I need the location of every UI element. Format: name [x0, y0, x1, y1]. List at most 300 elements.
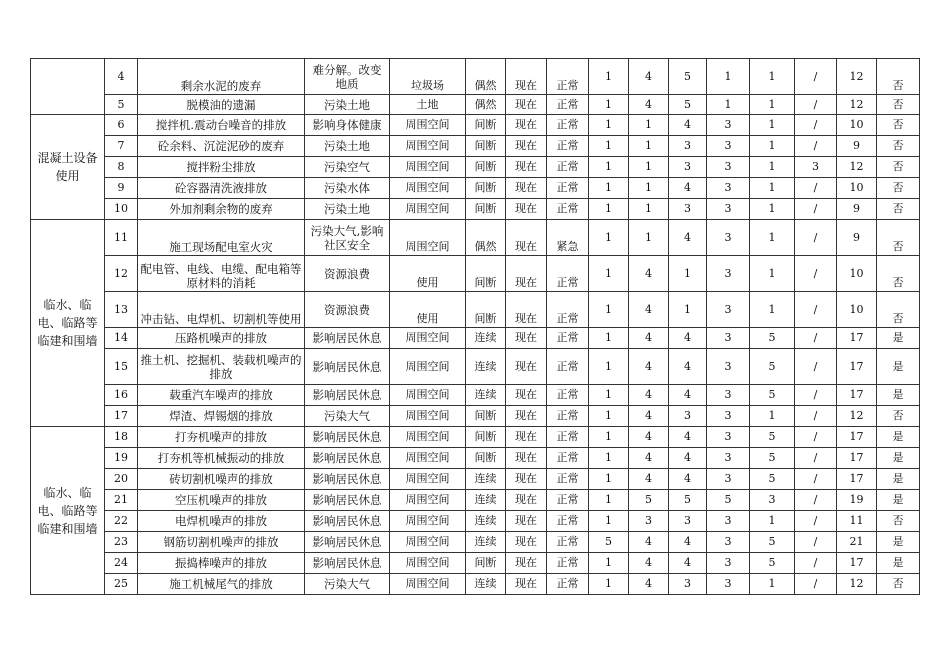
no-cell: 24 — [105, 553, 138, 574]
s3-cell: 4 — [669, 553, 707, 574]
tense-cell: 现在 — [506, 95, 547, 115]
s6-cell: / — [795, 95, 837, 115]
significant-cell: 否 — [877, 406, 920, 427]
no-cell: 10 — [105, 199, 138, 220]
table-row — [31, 406, 920, 427]
s1-cell: 1 — [589, 292, 629, 328]
tense-cell: 现在 — [506, 553, 547, 574]
s3-cell: 4 — [669, 469, 707, 490]
significant-cell: 是 — [877, 448, 920, 469]
frequency-cell: 间断 — [466, 553, 506, 574]
state-cell: 正常 — [547, 532, 589, 553]
s1-cell: 1 — [589, 115, 629, 136]
significant-cell: 否 — [877, 511, 920, 532]
frequency-cell: 间断 — [466, 256, 506, 292]
activity-cell: 配电管、电线、电缆、配电箱等原材料的消耗 — [138, 256, 305, 292]
tense-cell: 现在 — [506, 469, 547, 490]
scope-cell: 周围空间 — [390, 136, 466, 157]
no-cell: 8 — [105, 157, 138, 178]
s3-cell: 1 — [669, 256, 707, 292]
total-cell: 10 — [837, 292, 877, 328]
s5-cell: 3 — [750, 490, 795, 511]
s2-cell: 4 — [629, 427, 669, 448]
tense-cell: 现在 — [506, 385, 547, 406]
significant-cell: 否 — [877, 136, 920, 157]
tense-cell: 现在 — [506, 511, 547, 532]
s6-cell: / — [795, 220, 837, 256]
s1-cell: 1 — [589, 490, 629, 511]
s6-cell: / — [795, 511, 837, 532]
s6-cell: / — [795, 328, 837, 349]
activity-cell: 打夯机噪声的排放 — [138, 427, 305, 448]
significant-cell: 否 — [877, 574, 920, 595]
tense-cell: 现在 — [506, 256, 547, 292]
s3-cell: 3 — [669, 157, 707, 178]
no-cell: 4 — [105, 59, 138, 95]
no-cell: 20 — [105, 469, 138, 490]
s2-cell: 4 — [629, 59, 669, 95]
s4-cell: 3 — [707, 199, 750, 220]
scope-cell: 垃圾场 — [390, 59, 466, 95]
activity-cell: 压路机噪声的排放 — [138, 328, 305, 349]
tense-cell: 现在 — [506, 532, 547, 553]
table-row — [31, 511, 920, 532]
no-cell: 6 — [105, 115, 138, 136]
total-cell: 11 — [837, 511, 877, 532]
total-cell: 17 — [837, 427, 877, 448]
s3-cell: 4 — [669, 178, 707, 199]
s4-cell: 3 — [707, 220, 750, 256]
total-cell: 17 — [837, 349, 877, 385]
tense-cell: 现在 — [506, 490, 547, 511]
impact-cell: 影响身体健康 — [305, 115, 390, 136]
activity-cell: 施工现场配电室火灾 — [138, 220, 305, 256]
s6-cell: / — [795, 59, 837, 95]
table-row — [31, 427, 920, 448]
frequency-cell: 间断 — [466, 427, 506, 448]
total-cell: 19 — [837, 490, 877, 511]
frequency-cell: 间断 — [466, 406, 506, 427]
impact-cell: 污染空气 — [305, 157, 390, 178]
state-cell: 正常 — [547, 349, 589, 385]
s4-cell: 3 — [707, 406, 750, 427]
s3-cell: 4 — [669, 115, 707, 136]
tense-cell: 现在 — [506, 59, 547, 95]
impact-cell: 影响居民休息 — [305, 490, 390, 511]
s6-cell: / — [795, 178, 837, 199]
scope-cell: 使用 — [390, 292, 466, 328]
s2-cell: 3 — [629, 511, 669, 532]
s5-cell: 1 — [750, 199, 795, 220]
impact-cell: 污染水体 — [305, 178, 390, 199]
state-cell: 正常 — [547, 511, 589, 532]
scope-cell: 周围空间 — [390, 385, 466, 406]
frequency-cell: 连续 — [466, 574, 506, 595]
s5-cell: 1 — [750, 59, 795, 95]
s3-cell: 5 — [669, 95, 707, 115]
s3-cell: 3 — [669, 136, 707, 157]
no-cell: 17 — [105, 406, 138, 427]
s2-cell: 4 — [629, 553, 669, 574]
frequency-cell: 连续 — [466, 349, 506, 385]
significant-cell: 否 — [877, 178, 920, 199]
s4-cell: 3 — [707, 574, 750, 595]
tense-cell: 现在 — [506, 406, 547, 427]
significant-cell: 是 — [877, 349, 920, 385]
total-cell: 10 — [837, 178, 877, 199]
s4-cell: 3 — [707, 385, 750, 406]
no-cell: 9 — [105, 178, 138, 199]
s4-cell: 3 — [707, 328, 750, 349]
state-cell: 正常 — [547, 406, 589, 427]
activity-cell: 载重汽车噪声的排放 — [138, 385, 305, 406]
activity-cell: 搅拌粉尘排放 — [138, 157, 305, 178]
table-row — [31, 178, 920, 199]
s6-cell: / — [795, 115, 837, 136]
frequency-cell: 间断 — [466, 292, 506, 328]
no-cell: 25 — [105, 574, 138, 595]
state-cell: 正常 — [547, 553, 589, 574]
s2-cell: 1 — [629, 115, 669, 136]
s4-cell: 3 — [707, 115, 750, 136]
frequency-cell: 连续 — [466, 490, 506, 511]
total-cell: 9 — [837, 199, 877, 220]
table-row — [31, 220, 920, 256]
impact-cell: 影响居民休息 — [305, 553, 390, 574]
s3-cell: 5 — [669, 59, 707, 95]
table-row — [31, 292, 920, 328]
s4-cell: 3 — [707, 349, 750, 385]
tense-cell: 现在 — [506, 328, 547, 349]
total-cell: 10 — [837, 115, 877, 136]
state-cell: 正常 — [547, 328, 589, 349]
no-cell: 21 — [105, 490, 138, 511]
significant-cell: 是 — [877, 427, 920, 448]
s2-cell: 4 — [629, 574, 669, 595]
scope-cell: 周围空间 — [390, 448, 466, 469]
total-cell: 17 — [837, 553, 877, 574]
s2-cell: 4 — [629, 349, 669, 385]
s1-cell: 1 — [589, 427, 629, 448]
s6-cell: / — [795, 574, 837, 595]
s2-cell: 1 — [629, 136, 669, 157]
s5-cell: 1 — [750, 115, 795, 136]
tense-cell: 现在 — [506, 448, 547, 469]
s3-cell: 4 — [669, 349, 707, 385]
table-row — [31, 385, 920, 406]
s1-cell: 1 — [589, 178, 629, 199]
s6-cell: / — [795, 406, 837, 427]
s5-cell: 5 — [750, 328, 795, 349]
group-cell: 混凝土设备使用 — [31, 115, 105, 220]
activity-cell: 砼余料、沉淀泥砂的废弃 — [138, 136, 305, 157]
s4-cell: 3 — [707, 511, 750, 532]
s2-cell: 1 — [629, 178, 669, 199]
frequency-cell: 连续 — [466, 532, 506, 553]
activity-cell: 冲击钻、电焊机、切割机等使用 — [138, 292, 305, 328]
state-cell: 正常 — [547, 157, 589, 178]
table-row — [31, 448, 920, 469]
scope-cell: 周围空间 — [390, 574, 466, 595]
significant-cell: 否 — [877, 59, 920, 95]
s3-cell: 3 — [669, 574, 707, 595]
table-row — [31, 115, 920, 136]
significant-cell: 是 — [877, 328, 920, 349]
total-cell: 12 — [837, 574, 877, 595]
state-cell: 正常 — [547, 292, 589, 328]
s1-cell: 1 — [589, 448, 629, 469]
s3-cell: 4 — [669, 427, 707, 448]
s3-cell: 4 — [669, 220, 707, 256]
impact-cell: 难分解。改变地质 — [305, 59, 390, 95]
s5-cell: 1 — [750, 157, 795, 178]
s3-cell: 5 — [669, 490, 707, 511]
state-cell: 正常 — [547, 490, 589, 511]
impact-cell: 资源浪费 — [305, 256, 390, 292]
scope-cell: 周围空间 — [390, 157, 466, 178]
significant-cell: 否 — [877, 256, 920, 292]
s1-cell: 1 — [589, 220, 629, 256]
group-cell: 临水、临电、临路等临建和围墙 — [31, 427, 105, 595]
impact-cell: 影响居民休息 — [305, 328, 390, 349]
activity-cell: 焊渣、焊锡烟的排放 — [138, 406, 305, 427]
tense-cell: 现在 — [506, 427, 547, 448]
s2-cell: 4 — [629, 448, 669, 469]
no-cell: 11 — [105, 220, 138, 256]
significant-cell: 是 — [877, 490, 920, 511]
s3-cell: 3 — [669, 511, 707, 532]
scope-cell: 周围空间 — [390, 469, 466, 490]
scope-cell: 周围空间 — [390, 553, 466, 574]
s5-cell: 5 — [750, 427, 795, 448]
s6-cell: / — [795, 385, 837, 406]
s2-cell: 4 — [629, 95, 669, 115]
s4-cell: 3 — [707, 553, 750, 574]
state-cell: 正常 — [547, 385, 589, 406]
state-cell: 正常 — [547, 115, 589, 136]
state-cell: 正常 — [547, 256, 589, 292]
s5-cell: 1 — [750, 406, 795, 427]
s5-cell: 5 — [750, 553, 795, 574]
activity-cell: 打夯机等机械振动的排放 — [138, 448, 305, 469]
state-cell: 正常 — [547, 95, 589, 115]
tense-cell: 现在 — [506, 157, 547, 178]
scope-cell: 周围空间 — [390, 490, 466, 511]
s5-cell: 1 — [750, 511, 795, 532]
scope-cell: 周围空间 — [390, 220, 466, 256]
table-row — [31, 349, 920, 385]
total-cell: 17 — [837, 385, 877, 406]
s4-cell: 3 — [707, 178, 750, 199]
activity-cell: 振捣棒噪声的排放 — [138, 553, 305, 574]
s6-cell: / — [795, 256, 837, 292]
table-row — [31, 256, 920, 292]
s5-cell: 5 — [750, 349, 795, 385]
s3-cell: 4 — [669, 328, 707, 349]
table-row — [31, 574, 920, 595]
state-cell: 正常 — [547, 448, 589, 469]
impact-cell: 污染土地 — [305, 136, 390, 157]
impact-cell: 影响居民休息 — [305, 427, 390, 448]
tense-cell: 现在 — [506, 199, 547, 220]
s6-cell: / — [795, 448, 837, 469]
s1-cell: 1 — [589, 59, 629, 95]
scope-cell: 周围空间 — [390, 178, 466, 199]
frequency-cell: 间断 — [466, 199, 506, 220]
no-cell: 5 — [105, 95, 138, 115]
state-cell: 正常 — [547, 469, 589, 490]
s1-cell: 1 — [589, 157, 629, 178]
impact-cell: 影响居民休息 — [305, 448, 390, 469]
s5-cell: 5 — [750, 469, 795, 490]
s3-cell: 4 — [669, 385, 707, 406]
impact-cell: 污染大气,影响社区安全 — [305, 220, 390, 256]
frequency-cell: 间断 — [466, 178, 506, 199]
impact-cell: 影响居民休息 — [305, 511, 390, 532]
s2-cell: 1 — [629, 157, 669, 178]
activity-cell: 搅拌机.震动台噪音的排放 — [138, 115, 305, 136]
frequency-cell: 间断 — [466, 115, 506, 136]
s1-cell: 1 — [589, 328, 629, 349]
s4-cell: 3 — [707, 469, 750, 490]
frequency-cell: 连续 — [466, 511, 506, 532]
environmental-aspect-table — [30, 58, 920, 595]
s3-cell: 1 — [669, 292, 707, 328]
state-cell: 正常 — [547, 59, 589, 95]
frequency-cell: 间断 — [466, 157, 506, 178]
impact-cell: 污染土地 — [305, 95, 390, 115]
s6-cell: / — [795, 490, 837, 511]
frequency-cell: 连续 — [466, 385, 506, 406]
group-cell — [31, 59, 105, 115]
state-cell: 紧急 — [547, 220, 589, 256]
s3-cell: 3 — [669, 406, 707, 427]
total-cell: 12 — [837, 59, 877, 95]
state-cell: 正常 — [547, 574, 589, 595]
s2-cell: 4 — [629, 406, 669, 427]
frequency-cell: 间断 — [466, 448, 506, 469]
activity-cell: 钢筋切割机噪声的排放 — [138, 532, 305, 553]
table-row — [31, 469, 920, 490]
table-row — [31, 157, 920, 178]
s6-cell: / — [795, 427, 837, 448]
tense-cell: 现在 — [506, 178, 547, 199]
s2-cell: 4 — [629, 256, 669, 292]
s5-cell: 5 — [750, 448, 795, 469]
s5-cell: 1 — [750, 574, 795, 595]
table-body — [31, 59, 920, 595]
total-cell: 12 — [837, 406, 877, 427]
no-cell: 16 — [105, 385, 138, 406]
s6-cell: / — [795, 532, 837, 553]
scope-cell: 土地 — [390, 95, 466, 115]
frequency-cell: 连续 — [466, 328, 506, 349]
tense-cell: 现在 — [506, 292, 547, 328]
significant-cell: 是 — [877, 532, 920, 553]
table-row — [31, 490, 920, 511]
impact-cell: 影响居民休息 — [305, 532, 390, 553]
frequency-cell: 偶然 — [466, 220, 506, 256]
scope-cell: 周围空间 — [390, 115, 466, 136]
s3-cell: 3 — [669, 199, 707, 220]
s2-cell: 4 — [629, 385, 669, 406]
state-cell: 正常 — [547, 199, 589, 220]
tense-cell: 现在 — [506, 115, 547, 136]
s6-cell: / — [795, 349, 837, 385]
table-row — [31, 59, 920, 95]
s1-cell: 5 — [589, 532, 629, 553]
total-cell: 21 — [837, 532, 877, 553]
s1-cell: 1 — [589, 136, 629, 157]
impact-cell: 污染大气 — [305, 406, 390, 427]
total-cell: 17 — [837, 328, 877, 349]
s2-cell: 4 — [629, 469, 669, 490]
s1-cell: 1 — [589, 406, 629, 427]
s3-cell: 4 — [669, 532, 707, 553]
no-cell: 18 — [105, 427, 138, 448]
s1-cell: 1 — [589, 95, 629, 115]
significant-cell: 否 — [877, 115, 920, 136]
significant-cell: 否 — [877, 292, 920, 328]
activity-cell: 剩余水泥的废弃 — [138, 59, 305, 95]
frequency-cell: 偶然 — [466, 95, 506, 115]
table-row — [31, 136, 920, 157]
s2-cell: 4 — [629, 328, 669, 349]
total-cell: 12 — [837, 157, 877, 178]
significant-cell: 是 — [877, 553, 920, 574]
scope-cell: 周围空间 — [390, 199, 466, 220]
table-row — [31, 532, 920, 553]
s4-cell: 3 — [707, 157, 750, 178]
s1-cell: 1 — [589, 469, 629, 490]
s2-cell: 1 — [629, 199, 669, 220]
s1-cell: 1 — [589, 349, 629, 385]
s4-cell: 5 — [707, 490, 750, 511]
scope-cell: 周围空间 — [390, 511, 466, 532]
s4-cell: 3 — [707, 448, 750, 469]
s5-cell: 1 — [750, 178, 795, 199]
significant-cell: 否 — [877, 220, 920, 256]
scope-cell: 周围空间 — [390, 427, 466, 448]
s6-cell: / — [795, 136, 837, 157]
s5-cell: 1 — [750, 95, 795, 115]
activity-cell: 电焊机噪声的排放 — [138, 511, 305, 532]
s4-cell: 3 — [707, 256, 750, 292]
s4-cell: 3 — [707, 136, 750, 157]
s4-cell: 3 — [707, 532, 750, 553]
activity-cell: 空压机噪声的排放 — [138, 490, 305, 511]
tense-cell: 现在 — [506, 220, 547, 256]
s4-cell: 3 — [707, 427, 750, 448]
tense-cell: 现在 — [506, 136, 547, 157]
activity-cell: 砼容器清洗液排放 — [138, 178, 305, 199]
total-cell: 9 — [837, 220, 877, 256]
total-cell: 9 — [837, 136, 877, 157]
s5-cell: 1 — [750, 292, 795, 328]
s1-cell: 1 — [589, 199, 629, 220]
impact-cell: 影响居民休息 — [305, 349, 390, 385]
significant-cell: 否 — [877, 199, 920, 220]
s4-cell: 1 — [707, 59, 750, 95]
no-cell: 12 — [105, 256, 138, 292]
s5-cell: 1 — [750, 220, 795, 256]
total-cell: 17 — [837, 469, 877, 490]
no-cell: 15 — [105, 349, 138, 385]
state-cell: 正常 — [547, 136, 589, 157]
group-cell: 临水、临电、临路等临建和围墙 — [31, 220, 105, 427]
s2-cell: 5 — [629, 490, 669, 511]
s1-cell: 1 — [589, 574, 629, 595]
